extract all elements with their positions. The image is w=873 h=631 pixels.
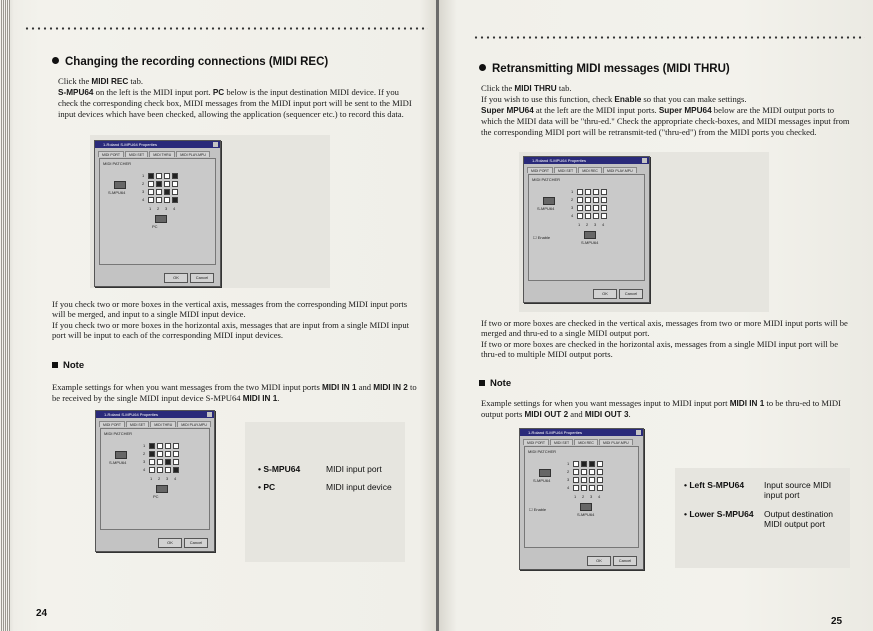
bold-term: PC — [212, 88, 225, 97]
legend-desc: Output destination MIDI output port — [764, 508, 833, 529]
patch-checkbox[interactable] — [597, 477, 603, 483]
properties-dialog — [94, 140, 221, 287]
group-label: MIDI PATCHER — [103, 161, 132, 166]
note-heading: Note — [479, 378, 511, 389]
paragraph — [481, 94, 851, 105]
bold-term: MIDI IN 1 — [729, 399, 765, 408]
close-icon[interactable] — [213, 142, 218, 147]
patch-checkbox[interactable] — [157, 451, 163, 457]
legend-list — [684, 480, 844, 537]
paragraph — [481, 339, 855, 360]
col-number: 4 — [598, 494, 601, 499]
text-run: on the left is the MIDI input port. — [93, 87, 213, 97]
paragraph — [52, 299, 417, 320]
check-grid — [149, 443, 179, 473]
patch-checkbox[interactable] — [577, 197, 583, 203]
patcher-panel — [528, 174, 645, 281]
text-run: below are the MIDI output ports to which the MIDI data will be "thru-ed." Check the appropriate check-boxes, and MIDI messages input from the corresponding MIDI port will be retransmit-ted ("thru-ed") from the MIDI ports you checked. — [481, 105, 850, 137]
section-heading: Retransmitting MIDI messages (MIDI THRU) — [479, 63, 730, 75]
patch-checkbox[interactable] — [581, 477, 587, 483]
patch-checkbox[interactable] — [573, 485, 579, 491]
patch-checkbox[interactable] — [164, 181, 170, 187]
port-label: S-MPU64 — [533, 478, 551, 483]
dialog-tab[interactable]: MIDI SET — [550, 439, 573, 445]
port-label: S-MPU64 — [108, 190, 126, 195]
patch-checkbox[interactable] — [149, 451, 155, 457]
text-run: . — [628, 409, 631, 420]
dest-device-icon — [155, 215, 167, 223]
row-number: 2 — [143, 451, 146, 456]
page-number: 25 — [831, 616, 843, 627]
ok-button[interactable]: OK — [164, 273, 188, 283]
row-number: 1 — [571, 189, 574, 194]
enable-checkbox[interactable]: ☐ Enable — [529, 507, 547, 512]
patch-checkbox[interactable] — [597, 469, 603, 475]
row-number: 4 — [571, 213, 574, 218]
patch-checkbox[interactable] — [573, 477, 579, 483]
dialog-tab[interactable]: MIDI THRU — [150, 421, 176, 427]
patch-checkbox[interactable] — [589, 461, 595, 467]
dialog-title-bar — [95, 141, 220, 148]
col-number: 3 — [166, 476, 169, 481]
patch-checkbox[interactable] — [149, 443, 155, 449]
note-text — [481, 398, 855, 421]
col-number: 3 — [165, 206, 168, 211]
text-run: . — [277, 393, 280, 404]
patch-checkbox[interactable] — [172, 181, 178, 187]
legend-term: • Lower S-MPU64 — [684, 508, 754, 519]
patch-checkbox[interactable] — [149, 459, 155, 465]
patch-checkbox[interactable] — [601, 189, 607, 195]
patch-checkbox[interactable] — [148, 181, 154, 187]
enable-checkbox[interactable]: ☐ Enable — [533, 235, 551, 240]
dialog-tab[interactable]: MIDI REC — [574, 439, 598, 445]
patch-checkbox[interactable] — [577, 205, 583, 211]
legend-item — [258, 482, 406, 492]
legend-term: • S-MPU64 — [258, 464, 301, 474]
page-number: 24 — [36, 608, 48, 619]
patch-checkbox[interactable] — [156, 181, 162, 187]
patch-checkbox[interactable] — [589, 469, 595, 475]
patch-checkbox[interactable] — [165, 467, 171, 473]
text-run: so that you can make settings. — [641, 94, 747, 104]
text-run: tab. — [556, 83, 572, 93]
text-run: Example settings for when you want messages from the two MIDI input ports — [52, 382, 322, 392]
patch-checkbox[interactable] — [156, 189, 162, 195]
cancel-button[interactable]: Cancel — [619, 289, 643, 299]
patch-checkbox[interactable] — [589, 485, 595, 491]
text-run: If you wish to use this function, check — [481, 94, 615, 104]
row-number: 1 — [142, 173, 145, 178]
dialog-title-bar — [520, 429, 643, 436]
patch-checkbox[interactable] — [164, 189, 170, 195]
patch-checkbox[interactable] — [597, 461, 603, 467]
patch-checkbox[interactable] — [581, 461, 587, 467]
row-number: 1 — [567, 461, 570, 466]
check-grid — [573, 461, 603, 491]
row-number: 1 — [143, 443, 146, 448]
text-run: Click the — [58, 76, 92, 86]
row-number: 4 — [567, 485, 570, 490]
dotted-rule — [473, 36, 865, 39]
dialog-tabs — [523, 439, 633, 445]
patch-checkbox[interactable] — [173, 459, 179, 465]
dest-label: S-MPU64 — [581, 240, 599, 245]
dest-device-icon — [156, 485, 168, 493]
group-label: MIDI PATCHER — [528, 449, 557, 454]
row-number: 3 — [143, 459, 146, 464]
text-run: at the left are the MIDI input ports. — [533, 105, 659, 115]
port-device-icon — [539, 469, 551, 477]
paragraph — [481, 105, 851, 137]
left-page — [0, 0, 436, 631]
patcher-panel — [100, 428, 210, 530]
bold-term: MIDI IN 1 — [321, 383, 357, 392]
close-icon[interactable] — [207, 412, 212, 417]
legend-desc: Input source MIDI input port — [764, 480, 832, 501]
legend-item — [684, 480, 844, 501]
dialog-tab[interactable]: MIDI REC — [578, 167, 602, 173]
properties-dialog — [519, 428, 644, 570]
patch-checkbox[interactable] — [148, 173, 154, 179]
text-run: below is the input destination MIDI device. If you check the corresponding check box, MIDI messages from the MIDI input port will be sent to the MIDI input devices which have been checked, allowing the application (sequencer etc.) to record this data. — [58, 87, 412, 119]
patch-checkbox[interactable] — [597, 485, 603, 491]
dest-label: PC — [153, 494, 159, 499]
col-number: 1 — [574, 494, 577, 499]
patch-checkbox[interactable] — [601, 213, 607, 219]
port-device-icon — [543, 197, 555, 205]
row-number: 2 — [567, 469, 570, 474]
text-run: to be received by the single MIDI input device S-MPU64 — [52, 382, 417, 404]
patch-checkbox[interactable] — [157, 459, 163, 465]
dialog-tab[interactable]: MIDI PORT — [523, 439, 549, 445]
patch-checkbox[interactable] — [585, 189, 591, 195]
bold-term: MIDI OUT 2 — [524, 410, 569, 420]
dialog-tab[interactable]: MIDI PLAY-MPU — [176, 151, 210, 157]
patch-checkbox[interactable] — [157, 443, 163, 449]
note-heading: Note — [52, 360, 84, 371]
cancel-button[interactable]: Cancel — [190, 273, 214, 283]
dest-device-icon — [584, 231, 596, 239]
col-number: 1 — [150, 476, 153, 481]
dialog-title-bar — [96, 411, 214, 418]
text-run: If two or more boxes are checked in the vertical axis, messages from two or more MIDI input ports will be merged and thru-ed to a single MIDI output port. — [481, 318, 848, 339]
paragraph — [58, 76, 418, 87]
text-run: If you check two or more boxes in the horizontal axis, messages that are input from a single MIDI input port will be input to each of the corresponding MIDI input devices. — [52, 320, 410, 341]
bold-term: MIDI IN 1 — [242, 394, 278, 404]
dialog-tab[interactable]: MIDI SET — [554, 167, 577, 173]
page-edge — [0, 0, 10, 631]
dialog-tab[interactable]: MIDI PORT — [99, 421, 125, 427]
group-label: MIDI PATCHER — [532, 177, 561, 182]
bold-term: MIDI IN 2 — [373, 383, 408, 392]
patcher-panel — [99, 158, 216, 265]
dialog-title-bar — [524, 157, 649, 164]
row-number: 3 — [567, 477, 570, 482]
bold-term: Super MPU64 — [481, 106, 534, 115]
ok-button[interactable]: OK — [593, 289, 617, 299]
patch-checkbox[interactable] — [164, 173, 170, 179]
row-number: 2 — [142, 181, 145, 186]
dialog-tab[interactable]: MIDI PLAY-MPU — [599, 439, 633, 445]
patch-checkbox[interactable] — [156, 197, 162, 203]
patch-checkbox[interactable] — [172, 189, 178, 195]
patch-checkbox[interactable] — [148, 189, 154, 195]
patch-checkbox[interactable] — [573, 469, 579, 475]
legend-desc: MIDI input port — [326, 464, 382, 474]
legend-term: • Left S-MPU64 — [684, 480, 745, 490]
bold-term: MIDI THRU — [514, 84, 557, 93]
patch-checkbox[interactable] — [593, 189, 599, 195]
check-grid — [577, 189, 607, 219]
patch-checkbox[interactable] — [172, 197, 178, 203]
row-number: 2 — [571, 197, 574, 202]
legend-item — [684, 509, 844, 530]
close-icon[interactable] — [636, 430, 641, 435]
text-run: and — [568, 409, 585, 420]
patch-checkbox[interactable] — [156, 173, 162, 179]
text-run: If you check two or more boxes in the vertical axis, messages from the corresponding MIDI input ports will be merged, and input to a single MIDI input device. — [52, 299, 408, 320]
text-run: Example settings for when you want messages input to MIDI input port — [481, 398, 730, 408]
col-number: 2 — [158, 476, 161, 481]
bold-term: S-MPU64 — [58, 88, 94, 97]
dialog-title: 1-Roland S-MPU64 Properties — [103, 142, 158, 147]
close-icon[interactable] — [642, 158, 647, 163]
port-device-icon — [115, 451, 127, 459]
bold-term: Enable — [614, 95, 642, 104]
legend-term: • PC — [258, 482, 276, 493]
dialog-tab[interactable]: MIDI PORT — [98, 151, 124, 157]
dialog-tab[interactable]: MIDI THRU — [149, 151, 175, 157]
dotted-rule — [24, 27, 428, 30]
bold-term: MIDI REC — [91, 77, 129, 86]
patch-checkbox[interactable] — [165, 459, 171, 465]
dialog-tabs — [98, 151, 210, 157]
patch-checkbox[interactable] — [148, 197, 154, 203]
patch-checkbox[interactable] — [577, 189, 583, 195]
col-number: 4 — [602, 222, 605, 227]
dialog-tabs — [99, 421, 211, 427]
patch-checkbox[interactable] — [165, 443, 171, 449]
text-run: If two or more boxes are checked in the horizontal axis, messages from a single MIDI input port will be thru-ed to multiple MIDI output ports. — [481, 339, 839, 360]
port-label: S-MPU64 — [537, 206, 555, 211]
text-run: to be thru-ed to MIDI output ports — [481, 398, 841, 420]
patch-checkbox[interactable] — [585, 205, 591, 211]
col-number: 2 — [582, 494, 585, 499]
dest-device-icon — [580, 503, 592, 511]
dialog-tab[interactable]: MIDI SET — [126, 421, 149, 427]
dest-label: S-MPU64 — [577, 512, 595, 517]
cancel-button[interactable]: Cancel — [613, 556, 637, 566]
note-text — [52, 382, 417, 405]
properties-dialog — [523, 156, 650, 303]
col-number: 4 — [173, 206, 176, 211]
bold-term: Super MPU64 — [658, 106, 712, 115]
section-heading: Changing the recording connections (MIDI REC) — [52, 56, 328, 68]
col-number: 3 — [594, 222, 597, 227]
cancel-button[interactable]: Cancel — [184, 538, 208, 548]
port-label: S-MPU64 — [109, 460, 127, 465]
patch-checkbox[interactable] — [581, 469, 587, 475]
legend-list — [258, 464, 406, 501]
col-number: 2 — [157, 206, 160, 211]
dialog-tab[interactable]: MIDI SET — [125, 151, 148, 157]
row-number: 3 — [571, 205, 574, 210]
ok-button[interactable]: OK — [158, 538, 182, 548]
row-number: 4 — [142, 197, 145, 202]
dest-label: PC — [152, 224, 158, 229]
properties-dialog — [95, 410, 215, 552]
dialog-title: 1-Roland S-MPU64 Properties — [528, 430, 583, 435]
patch-checkbox[interactable] — [593, 205, 599, 211]
check-grid — [148, 173, 178, 203]
patch-checkbox[interactable] — [581, 485, 587, 491]
text-run: tab. — [128, 76, 144, 86]
patch-checkbox[interactable] — [173, 451, 179, 457]
patcher-panel — [524, 446, 639, 548]
text-run: and — [356, 382, 374, 392]
row-number: 4 — [143, 467, 146, 472]
col-number: 2 — [586, 222, 589, 227]
patch-checkbox[interactable] — [165, 451, 171, 457]
patch-checkbox[interactable] — [585, 213, 591, 219]
patch-checkbox[interactable] — [173, 443, 179, 449]
legend-desc: MIDI input device — [326, 482, 392, 493]
patch-checkbox[interactable] — [173, 467, 179, 473]
paragraph — [58, 87, 418, 119]
dialog-tab[interactable]: MIDI PLAY-MPU — [177, 421, 211, 427]
patch-checkbox[interactable] — [593, 197, 599, 203]
patch-checkbox[interactable] — [589, 477, 595, 483]
text-run: Click the — [481, 83, 515, 93]
patch-checkbox[interactable] — [577, 213, 583, 219]
patch-checkbox[interactable] — [585, 197, 591, 203]
dialog-tabs — [527, 167, 637, 173]
col-number: 1 — [578, 222, 581, 227]
patch-checkbox[interactable] — [149, 467, 155, 473]
patch-checkbox[interactable] — [164, 197, 170, 203]
paragraph — [52, 320, 417, 341]
col-number: 1 — [149, 206, 152, 211]
patch-checkbox[interactable] — [573, 461, 579, 467]
patch-checkbox[interactable] — [601, 197, 607, 203]
legend-item — [258, 464, 406, 474]
dialog-tab[interactable]: MIDI PLAY-MPU — [603, 167, 637, 173]
row-number: 3 — [142, 189, 145, 194]
paragraph — [481, 83, 851, 94]
patch-checkbox[interactable] — [593, 213, 599, 219]
right-page — [439, 0, 873, 631]
patch-checkbox[interactable] — [601, 205, 607, 211]
paragraph — [481, 318, 855, 339]
bold-term: MIDI OUT 3 — [584, 410, 629, 420]
group-label: MIDI PATCHER — [104, 431, 133, 436]
col-number: 3 — [590, 494, 593, 499]
dialog-title: 1-Roland S-MPU64 Properties — [532, 158, 587, 163]
dialog-title: 1-Roland S-MPU64 Properties — [104, 412, 159, 417]
patch-checkbox[interactable] — [157, 467, 163, 473]
patch-checkbox[interactable] — [172, 173, 178, 179]
dialog-tab[interactable]: MIDI PORT — [527, 167, 553, 173]
ok-button[interactable]: OK — [587, 556, 611, 566]
port-device-icon — [114, 181, 126, 189]
col-number: 4 — [174, 476, 177, 481]
